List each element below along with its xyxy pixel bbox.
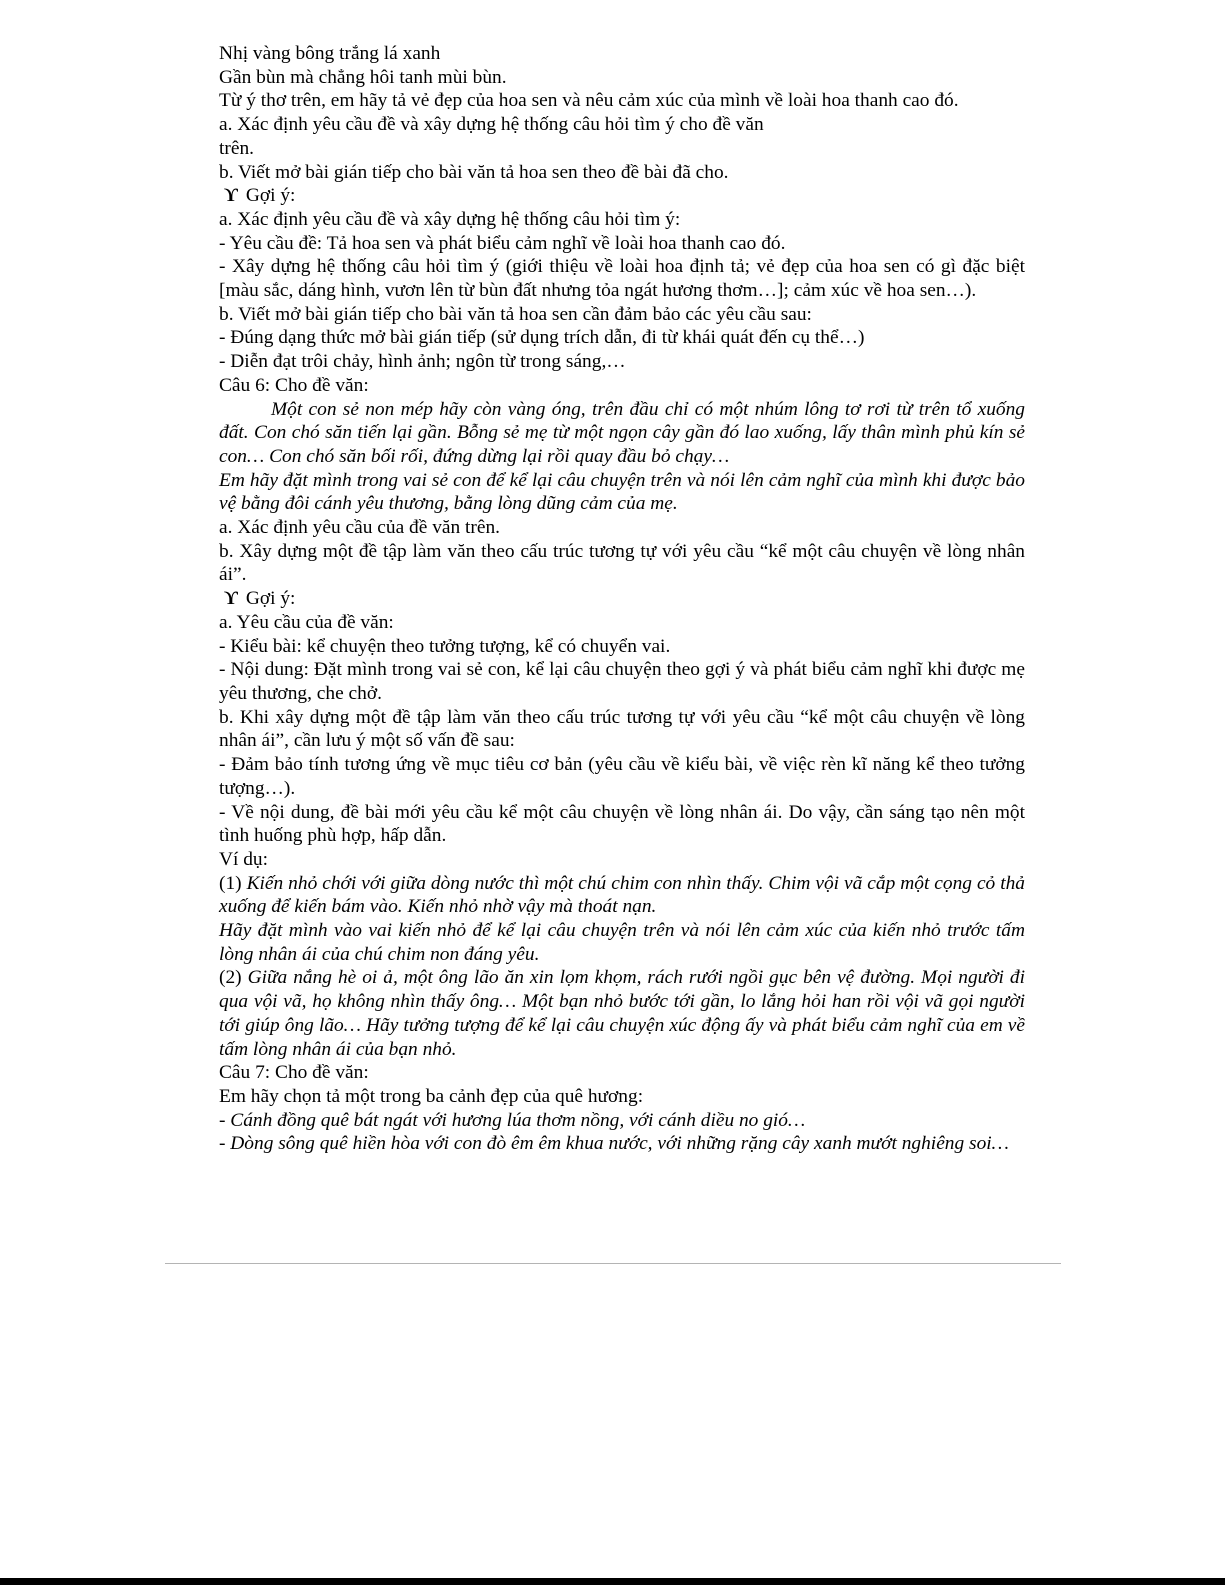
example-1-task: Hãy đặt mình vào vai kiến nhỏ để kể lại câu chuyện trên và nói lên cảm xúc của kiến nhỏ trước tấm lòng nhân ái của chú chim non đáng yêu.: [219, 920, 1025, 965]
footer-divider: [165, 1263, 1061, 1264]
question-6-task: Em hãy đặt mình trong vai sẻ con để kể lại câu chuyện trên và nói lên cảm nghĩ của mình khi được bảo vệ bằng đôi cánh yêu thương, bằng lòng dũng cảm của mẹ.: [219, 469, 1025, 515]
hint1-a-requirement: - Yêu cầu đề: Tả hoa sen và phát biểu cảm nghĩ về loài hoa thanh cao đó.: [219, 232, 786, 254]
hint2-b-item-1: - Đảm bảo tính tương ứng về mục tiêu cơ bản (yêu cầu về kiểu bài, về việc rèn kĩ năng kể theo tưởng tượng…).: [219, 754, 1025, 799]
hint2-a-content: - Nội dung: Đặt mình trong vai sẻ con, kể lại câu chuyện theo gợi ý và phát biểu cảm nghĩ khi được mẹ yêu thương, che chở.: [219, 659, 1025, 704]
hint-label: Gợi ý:: [245, 588, 296, 610]
hint-label: Gợi ý:: [245, 185, 296, 207]
hint2-b-item-2: - Về nội dung, đề bài mới yêu cầu kể một câu chuyện về lòng nhân ái. Do vậy, cần sáng tạo nên một tình huống phù hợp, hấp dẫn.: [219, 801, 1025, 847]
hint-heading-2: [219, 587, 1025, 611]
page-bottom-border: [0, 1578, 1225, 1585]
hint-heading-1: [219, 184, 1025, 208]
intro-task-b: b. Viết mở bài gián tiếp cho bài văn tả hoa sen theo đề bài đã cho.: [219, 161, 729, 183]
question-6-b: b. Xây dựng một đề tập làm văn theo cấu trúc tương tự với yêu cầu “kể một câu chuyện về lòng nhân ái”.: [219, 540, 1025, 586]
question-6-title: Câu 6: Cho đề văn:: [219, 374, 369, 396]
question-7-task: Em hãy chọn tả một trong ba cảnh đẹp của quê hương:: [219, 1085, 644, 1107]
example-label: Ví dụ:: [219, 848, 269, 870]
question-7-item-1: - Cánh đồng quê bát ngát với hương lúa thơm nồng, với cánh diều no gió…: [219, 1109, 806, 1131]
poem-line-1: Nhị vàng bông trắng lá xanh: [219, 43, 441, 64]
poem-line-2: Gần bùn mà chẳng hôi tanh mùi bùn.: [219, 66, 507, 88]
example-1: [219, 872, 1025, 919]
hint-icon: ϒ: [223, 588, 238, 610]
question-7-item-2: - Dòng sông quê hiền hòa với con đò êm êm khua nước, với những rặng cây xanh mướt nghiêng soi…: [219, 1133, 1009, 1155]
hint1-a-heading: a. Xác định yêu cầu đề và xây dựng hệ thống câu hỏi tìm ý:: [219, 208, 681, 230]
hint1-b-item-2: - Diễn đạt trôi chảy, hình ảnh; ngôn từ trong sáng,…: [219, 351, 626, 373]
hint1-b-heading: b. Viết mở bài gián tiếp cho bài văn tả hoa sen cần đảm bảo các yêu cầu sau:: [219, 303, 812, 325]
example-2-text: Giữa nắng hè oi ả, một ông lão ăn xin lọm khọm, rách rưới ngồi gục bên vệ đường. Mọi người đi qua vội vã, họ không nhìn thấy ông… Một bạn nhỏ bước tới gần, lo lắng hỏi han rồi vội vã gọi người tới giúp ông lão… Hãy tưởng tượng để kể lại câu chuyện xúc động ấy và phát biểu cảm nghĩ của em về tấm lòng nhân ái của bạn nhỏ.: [219, 967, 1025, 1060]
question-6-a: a. Xác định yêu cầu của đề văn trên.: [219, 517, 501, 539]
example-2: [219, 966, 1025, 1061]
example-2-number: (2): [219, 967, 242, 989]
intro-prompt: Từ ý thơ trên, em hãy tả vẻ đẹp của hoa sen và nêu cảm xúc của mình về loài hoa thanh cao đó.: [219, 90, 959, 112]
hint-icon: ϒ: [223, 185, 238, 207]
hint2-b-heading: b. Khi xây dựng một đề tập làm văn theo cấu trúc tương tự với yêu cầu “kể một câu chuyện về lòng nhân ái”, cần lưu ý một số vấn đề sau:: [219, 706, 1025, 752]
hint2-a-type: - Kiểu bài: kể chuyện theo tưởng tượng, kể có chuyển vai.: [219, 635, 671, 657]
intro-task-a-continuation: trên.: [219, 137, 254, 159]
example-1-number: (1): [219, 872, 242, 894]
question-7-title: Câu 7: Cho đề văn:: [219, 1062, 369, 1084]
hint1-a-build: - Xây dựng hệ thống câu hỏi tìm ý (giới thiệu về loài hoa định tả; vẻ đẹp của hoa sen có gì đặc biệt [màu sắc, dáng hình, vươn lên từ bùn đất nhưng tỏa ngát hương thơm…]; cảm xúc về hoa sen…).: [219, 256, 1025, 302]
hint1-b-item-1: - Đúng dạng thức mở bài gián tiếp (sử dụng trích dẫn, đi từ khái quát đến cụ thể…): [219, 327, 865, 349]
document-body: [219, 42, 1025, 1156]
intro-task-a: a. Xác định yêu cầu đề và xây dựng hệ thống câu hỏi tìm ý cho đề văn: [219, 114, 764, 136]
hint2-a-heading: a. Yêu cầu của đề văn:: [219, 611, 394, 633]
question-6-passage: Một con sẻ non mép hãy còn vàng óng, trên đầu chỉ có một nhúm lông tơ rơi từ trên tổ xuống đất. Con chó săn tiến lại gần. Bỗng sẻ mẹ từ một ngọn cây gần đó lao xuống, lấy thân mình phủ kín sẻ con… Con chó săn bối rối, đứng dừng lại rồi quay đầu bỏ chạy…: [219, 398, 1025, 467]
example-1-text: Kiến nhỏ chới với giữa dòng nước thì một chú chim con nhìn thấy. Chim vội vã cắp một cọng cỏ thả xuống để kiến bám vào. Kiến nhỏ nhờ vậy mà thoát nạn.: [219, 872, 1025, 918]
